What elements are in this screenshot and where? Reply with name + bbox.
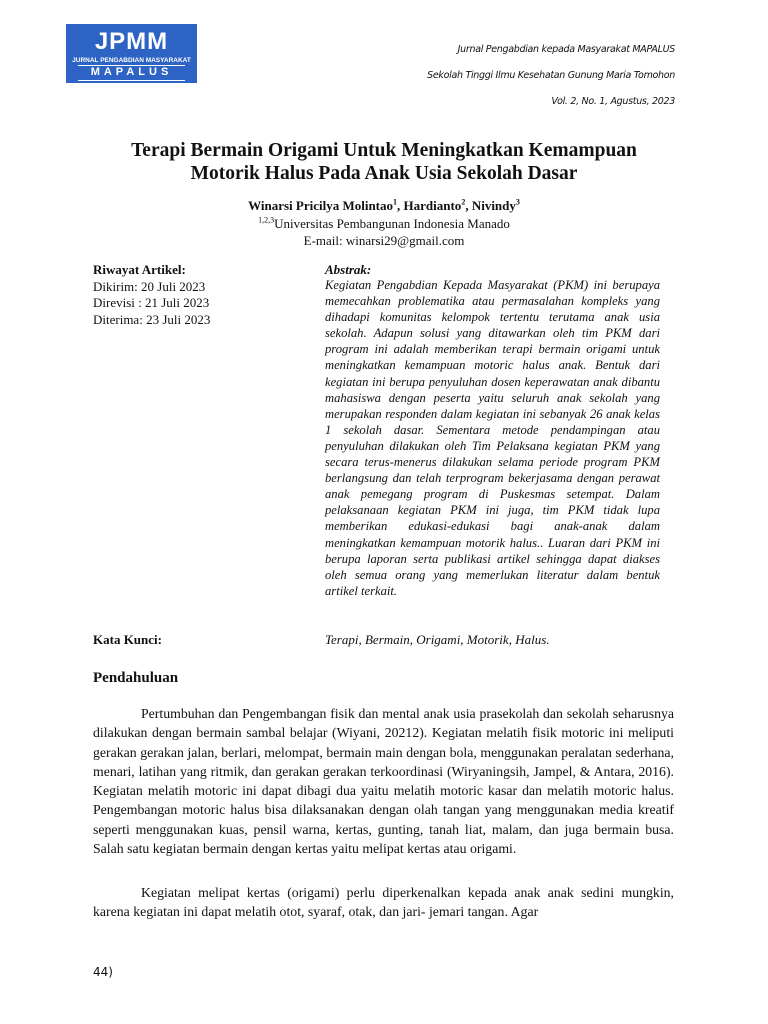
logo-divider-bottom (78, 80, 185, 81)
history-accepted: Diterima: 23 Juli 2023 (93, 311, 211, 327)
abstract-text: Kegiatan Pengabdian Kepada Masyarakat (PKM) ini berupaya memecahkan problematika atau permasalahan kompleks yang dihadapi komunitas kelompok tertentu terutama anak usia sekolah. Adapun solusi yang ditawarkan oleh tim PKM dari program ini adalah memberikan terapi bermain origami untuk meningkatkan kemampuan motoric halus anak. Bentuk dari kegiatan ini berupa penyuluhan dosen keperawatan anak dibantu mahasiswa dengan peserta yaitu seluruh anak sekolah yang merupakan responden dalam kegiatan ini sebanyak 26 anak kelas 1 sekolah dasar. Sementara metode pendampingan atau penyuluhan dilakukan oleh Tim Pelaksana kegiatan PKM yang secara terus-menerus dilakukan selama periode program PKM berlangsung dan telah terprogram bekerjasama dengan perawat anak pemegang program di Puskesmas setempat. Dalam pelaksanaan kegiatan PKM ini juga, tim PKM tidak lupa memberikan edukasi-edukasi bagi anak-anak dalam meningkatkan kemampuan motorik halus.. Luaran dari PKM ini berupa laporan serta publikasi artikel sehingga dapat diakses oleh semua orang yang memerlukan literatur dalam bentuk artikel terkait. (325, 278, 660, 598)
author-2: Hardianto (403, 198, 462, 213)
section-heading: Pendahuluan (93, 670, 179, 686)
author-1: Winarsi Pricilya Molintao (248, 198, 394, 213)
logo-acronym: JPMM (94, 28, 169, 55)
author-2-sup: 2 (461, 197, 466, 207)
body-paragraph-1 (93, 704, 674, 858)
page-number: 44) (93, 965, 113, 979)
title-line-1: Terapi Bermain Origami Untuk Meningkatkan Kemampuan (131, 140, 637, 161)
logo-full-name: JURNAL PENGABDIAN MASYARAKAT (72, 57, 191, 64)
title-line-2: Motorik Halus Pada Anak Usia Sekolah Dasar (190, 163, 578, 184)
keywords-label: Kata Kunci: (93, 632, 162, 647)
affiliation-sup: 1,2,3 (258, 215, 275, 225)
history-revised: Direvisi : 21 Juli 2023 (93, 295, 210, 310)
body-paragraph-2 (93, 883, 674, 922)
affiliation-name: Universitas Pembangunan Indonesia Manado (274, 216, 510, 231)
author-separator: , (465, 198, 472, 213)
paragraph-text: Kegiatan melipat kertas (origami) perlu diperkenalkan kepada anak anak sedini mungkin, karena kegiatan ini dapat melatih otot, syaraf, otak, dan jari- jemari tangan. Agar (93, 885, 674, 920)
header-institution: Sekolah Tinggi Ilmu Kesehatan Gunung Maria Tomohon (427, 70, 675, 81)
paper-title (60, 139, 708, 185)
keywords-value: Terapi, Bermain, Origami, Motorik, Halus. (325, 632, 550, 647)
history-heading: Riwayat Artikel: (93, 262, 186, 277)
author-3: Nivindy (471, 198, 516, 213)
journal-logo (66, 24, 197, 83)
author-3-sup: 3 (515, 197, 520, 207)
author-separator: , (397, 198, 404, 213)
article-history (93, 262, 210, 328)
logo-subtitle: MAPALUS (90, 66, 173, 78)
author-email: E-mail: winarsi29@gmail.com (303, 233, 465, 248)
author-list (60, 198, 708, 214)
abstract-heading: Abstrak: (325, 262, 372, 277)
header-issue: Vol. 2, No. 1, Agustus, 2023 (551, 96, 675, 107)
author-1-sup: 1 (393, 197, 398, 207)
affiliation (60, 216, 708, 232)
paragraph-text: Pertumbuhan dan Pengembangan fisik dan mental anak usia prasekolah dan sekolah seharusnya dilakukan dengan bermain sambal belajar (Wiyani, 20212). Kegiatan melatih fisik motoric ini meliputi gerakan gerakan jalan, berlari, melompat, bermain main dengan bola, menggunakan peralatan sederhana, menari, latihan yang ritmik, dan gerakan gerakan terkoordinasi (Wiryaningsih, Jampel, & Antara, 2016). Kegiatan melatih motoric ini dapat dibagi dua yaitu melatih motoric kasar dan melatih motoric halus. Pengembangan motoric halus bisa dilaksanakan dengan olah tangan yang menggunakan media kreatif seperti menggunakan kuas, pensil warna, kertas, gunting, tanah liat, malam, dan juga bermain busa. Salah satu kegiatan bermain dengan kertas yaitu melipat kertas atau origami. (93, 706, 674, 857)
history-sent: Dikirim: 20 Juli 2023 (93, 278, 206, 294)
header-journal-name: Jurnal Pengabdian kepada Masyarakat MAPALUS (457, 44, 675, 55)
